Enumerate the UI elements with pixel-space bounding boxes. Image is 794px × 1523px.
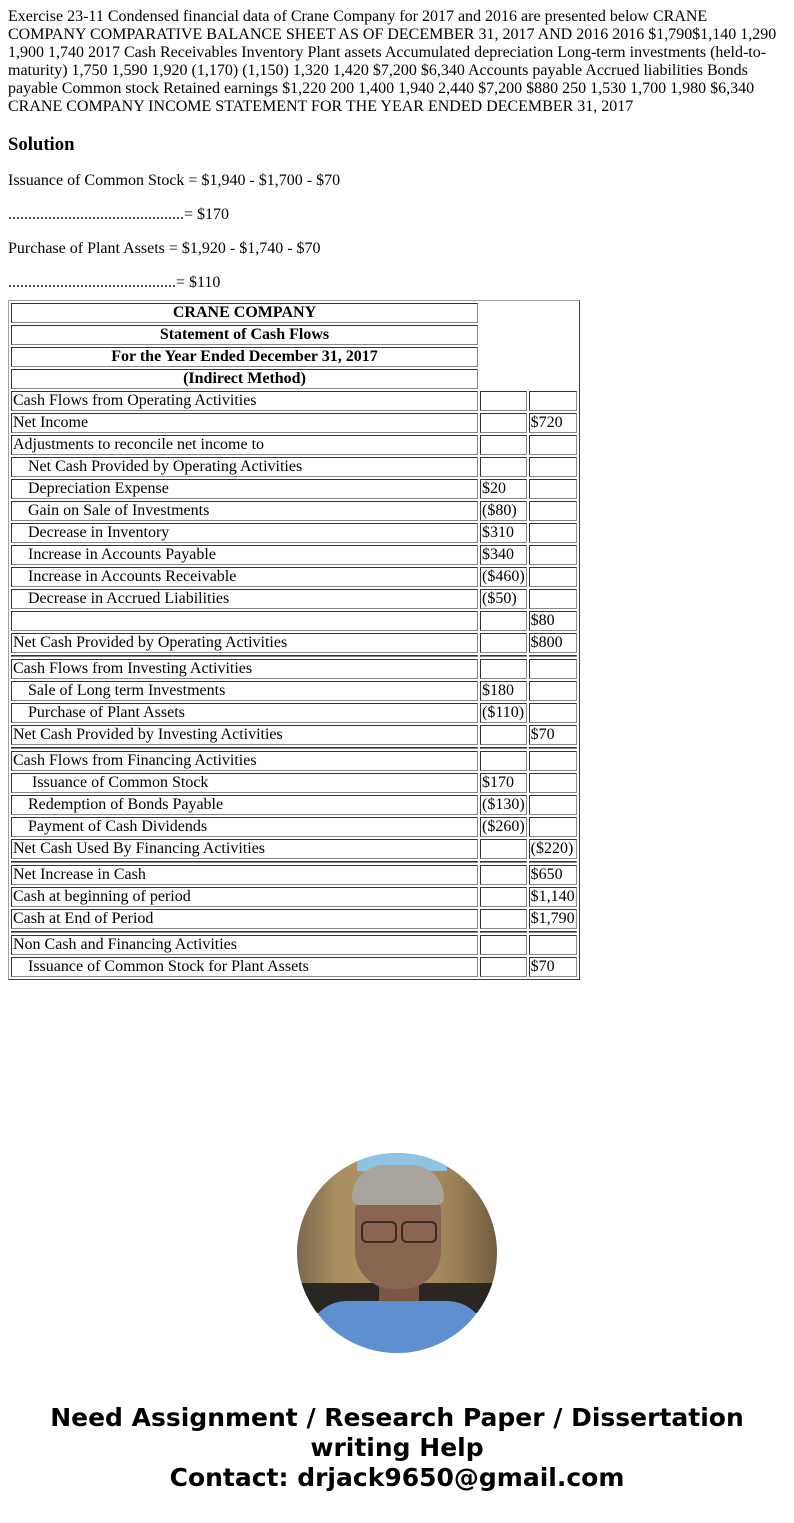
table-row [11, 795, 577, 815]
row-label: Net Cash Provided by Investing Activities [11, 725, 478, 745]
row-amount-1: ($460) [482, 568, 525, 585]
table-row [11, 839, 577, 859]
statement-period: For the Year Ended December 31, 2017 [11, 347, 478, 367]
table-row [11, 725, 577, 745]
row-amount-1 [480, 659, 527, 679]
row-label [11, 611, 478, 631]
table-row [11, 501, 577, 521]
row-amount-2 [529, 457, 577, 477]
row-label: Adjustments to reconcile net income to [11, 435, 478, 455]
row-amount-2 [529, 523, 577, 543]
solution-heading: Solution [8, 134, 75, 155]
row-amount-1 [480, 725, 527, 745]
row-label: Decrease in Accrued Liabilities [11, 589, 478, 609]
row-label: Issuance of Common Stock [11, 773, 478, 793]
row-label: Net Increase in Cash [11, 865, 478, 885]
row-amount-1: ($50) [480, 589, 527, 609]
table-row [11, 567, 577, 587]
row-label: Cash Flows from Investing Activities [11, 659, 478, 679]
row-label: Redemption of Bonds Payable [11, 795, 478, 815]
row-amount-1: $310 [480, 523, 527, 543]
row-amount-2 [529, 391, 577, 411]
row-amount-2: $70 [529, 957, 577, 977]
question-text: Exercise 23-11 Condensed financial data of Crane Company for 2017 and 2016 are presented below CRANE COMPANY COMPARATIVE BALANCE SHEET AS OF DECEMBER 31, 2017 AND 2016 2016 $1,790$1,140 1,290 1,900 1,740 2017 Cash Receivables Inventory Plant assets Accumulated depreciation Long-term investments (held-to-maturity) 1,750 1,590 1,920 (1,170) (1,150) 1,320 1,420 $7,200 $6,340 Accounts payable Accrued liabilities Bonds payable Common stock Retained earnings $1,220 200 1,400 1,940 2,440 $7,200 $880 250 1,530 1,700 1,980 $6,340 CRANE COMPANY INCOME STATEMENT FOR THE YEAR ENDED DECEMBER 31, 2017 [8, 8, 777, 115]
solution-line: ..........................................= $110 [8, 274, 221, 291]
row-amount-2 [529, 751, 577, 771]
row-amount-2 [529, 817, 577, 837]
row-amount-1 [480, 957, 527, 977]
row-amount-1: $340 [480, 545, 527, 565]
cash-flow-statement-table [8, 300, 580, 980]
statement-method: (Indirect Method) [11, 369, 478, 389]
row-amount-1: $20 [480, 479, 527, 499]
separator-row [11, 747, 577, 749]
row-label: Purchase of Plant Assets [11, 703, 478, 723]
solution-line: Purchase of Plant Assets = $1,920 - $1,740 - $70 [8, 240, 321, 257]
table-row [11, 935, 577, 955]
row-amount-2 [529, 935, 577, 955]
promo-banner [0, 1403, 794, 1493]
row-label: Non Cash and Financing Activities [11, 935, 478, 955]
row-label: Issuance of Common Stock for Plant Assets [11, 957, 478, 977]
row-amount-1 [480, 751, 527, 771]
row-amount-2: $1,140 [530, 888, 575, 905]
table-row [11, 773, 577, 793]
row-amount-1: ($130) [482, 796, 525, 813]
author-avatar [297, 1153, 497, 1353]
row-label: Net Cash Provided by Operating Activities [11, 457, 478, 477]
row-label: Cash at End of Period [11, 909, 478, 929]
table-header-row [11, 303, 577, 323]
table-row [11, 479, 577, 499]
row-amount-1 [480, 435, 527, 455]
company-name: CRANE COMPANY [11, 303, 478, 323]
separator-row [11, 655, 577, 657]
row-label: Cash Flows from Operating Activities [11, 391, 478, 411]
row-label: Cash at beginning of period [11, 887, 478, 907]
solution-line: ............................................= $170 [8, 206, 230, 223]
row-amount-1 [480, 865, 527, 885]
row-amount-2: $80 [529, 611, 577, 631]
row-amount-2: $70 [529, 725, 577, 745]
promo-line: Need Assignment / Research Paper / Dissertation [50, 1403, 744, 1432]
table-row [11, 751, 577, 771]
row-amount-1: ($80) [480, 501, 527, 521]
row-amount-2 [529, 501, 577, 521]
table-row [11, 659, 577, 679]
table-row [11, 865, 577, 885]
row-label: Decrease in Inventory [11, 523, 478, 543]
glasses-icon [361, 1221, 437, 1241]
row-amount-2: ($220) [529, 839, 577, 859]
row-amount-1: ($110) [480, 703, 527, 723]
table-row [11, 681, 577, 701]
row-amount-2 [529, 589, 577, 609]
statement-title: Statement of Cash Flows [11, 325, 478, 345]
row-amount-2 [529, 567, 577, 587]
table-row [11, 435, 577, 455]
row-label: Sale of Long term Investments [11, 681, 478, 701]
table-row [11, 413, 577, 433]
row-label: Cash Flows from Financing Activities [11, 751, 478, 771]
separator-row [11, 931, 577, 933]
row-amount-2: $650 [529, 865, 577, 885]
table-row [11, 523, 577, 543]
table-row [11, 589, 577, 609]
row-label: Net Cash Provided by Operating Activities [11, 633, 478, 653]
row-amount-2 [529, 703, 577, 723]
row-amount-2 [529, 659, 577, 679]
row-amount-1 [480, 887, 527, 907]
table-row [11, 545, 577, 565]
row-label: Net Cash Used By Financing Activities [11, 839, 478, 859]
row-amount-2 [529, 681, 577, 701]
table-row [11, 633, 577, 653]
solution-line: Issuance of Common Stock = $1,940 - $1,700 - $70 [8, 172, 341, 189]
row-amount-1: ($260) [482, 818, 525, 835]
avatar-shirt [307, 1301, 487, 1353]
row-label: Gain on Sale of Investments [11, 501, 478, 521]
row-amount-2 [529, 795, 577, 815]
row-amount-2 [529, 479, 577, 499]
row-amount-1 [480, 839, 527, 859]
table-row [11, 611, 577, 631]
row-amount-2 [529, 545, 577, 565]
promo-line: writing Help [310, 1433, 484, 1462]
row-amount-1 [480, 909, 527, 929]
table-row [11, 887, 577, 907]
row-amount-2: $1,790 [530, 910, 575, 927]
table-row [11, 457, 577, 477]
row-amount-2: $800 [529, 633, 577, 653]
row-label: Increase in Accounts Payable [11, 545, 478, 565]
table-row [11, 957, 577, 977]
row-amount-1 [480, 633, 527, 653]
row-amount-1 [480, 935, 527, 955]
row-label: Payment of Cash Dividends [11, 817, 478, 837]
row-amount-2 [529, 435, 577, 455]
row-amount-2 [529, 773, 577, 793]
table-row [11, 391, 577, 411]
row-amount-1 [480, 611, 527, 631]
row-amount-1 [480, 391, 527, 411]
row-amount-1 [480, 413, 527, 433]
row-amount-2: $720 [529, 413, 577, 433]
table-row [11, 909, 577, 929]
row-label: Depreciation Expense [11, 479, 478, 499]
row-label: Increase in Accounts Receivable [11, 567, 478, 587]
row-amount-1: $180 [480, 681, 527, 701]
table-row [11, 817, 577, 837]
row-label: Net Income [11, 413, 478, 433]
table-row [11, 703, 577, 723]
contact-email: Contact: drjack9650@gmail.com [169, 1463, 625, 1492]
row-amount-1 [480, 457, 527, 477]
separator-row [11, 861, 577, 863]
row-amount-1: $170 [480, 773, 527, 793]
